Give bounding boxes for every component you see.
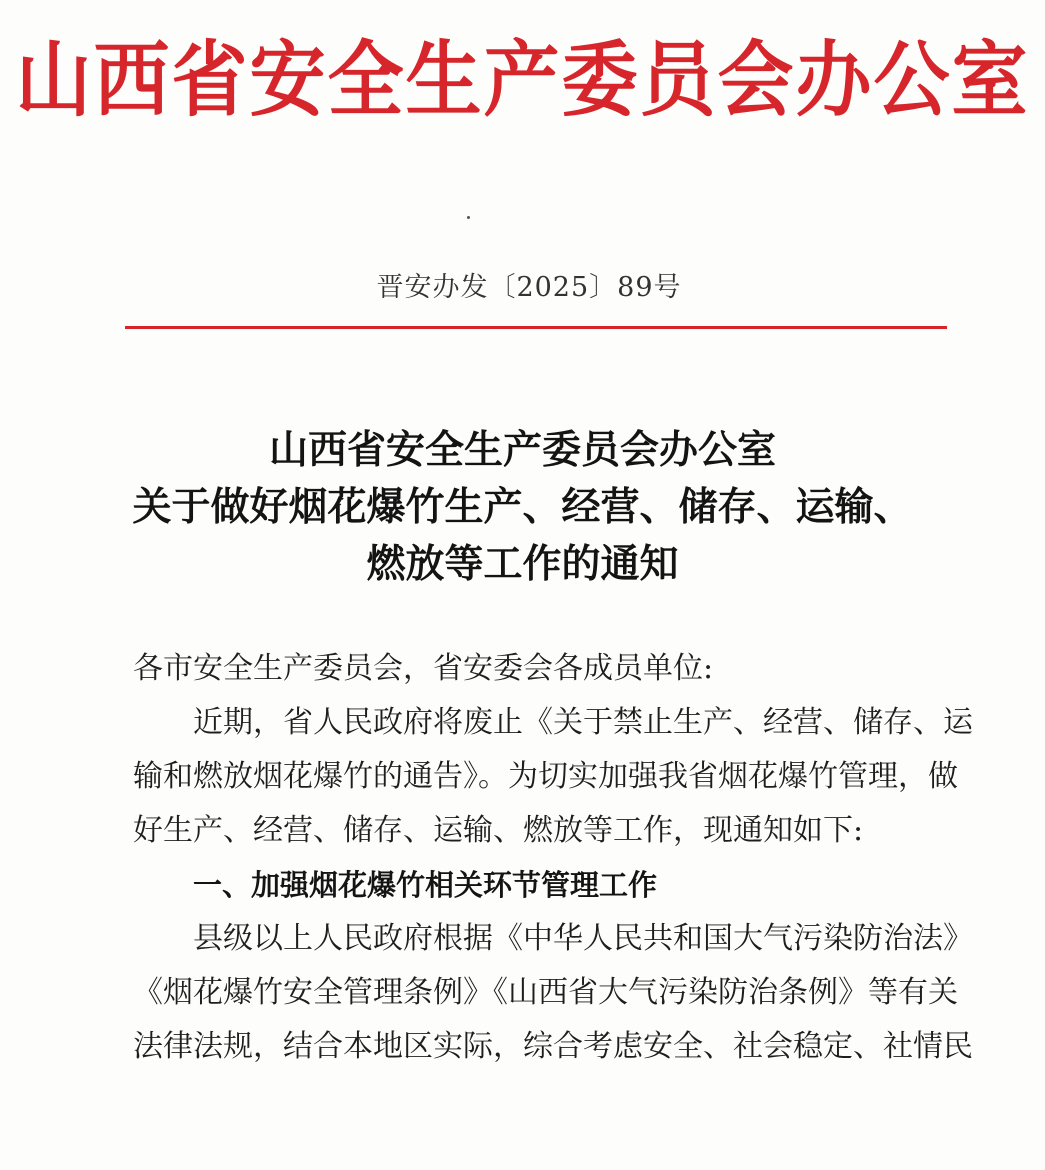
title-line: 关于做好烟花爆竹生产、经营、储存、运输、 xyxy=(132,484,913,530)
body-line: 输和燃放烟花爆竹的通告》。为切实加强我省烟花爆竹管理，做 xyxy=(133,759,958,794)
salutation: 各市安全生产委员会，省安委会各成员单位: xyxy=(133,651,714,686)
section-heading: 一、加强烟花爆竹相关环节管理工作 xyxy=(193,868,658,902)
decorative-dot xyxy=(467,216,470,219)
body-line: 县级以上人民政府根据《中华人民共和国大气污染防治法》 xyxy=(193,921,973,956)
document-body xyxy=(133,642,973,1074)
issuer-header: 山西省安全生产委员会办公室 xyxy=(15,31,1030,128)
title-line: 燃放等工作的通知 xyxy=(366,541,679,587)
body-line: 好生产、经营、储存、运输、燃放等工作，现通知如下: xyxy=(133,813,864,848)
document-title xyxy=(0,422,1045,593)
title-line: 山西省安全生产委员会办公室 xyxy=(268,427,776,473)
body-line: 近期，省人民政府将废止《关于禁止生产、经营、储存、运 xyxy=(193,705,973,740)
document-number: 晋安办发〔2025〕89号 xyxy=(376,272,682,303)
body-line: 《烟花爆竹安全管理条例》《山西省大气污染防治条例》等有关 xyxy=(133,975,958,1010)
red-divider-line xyxy=(125,326,947,329)
body-line: 法律法规，结合本地区实际，综合考虑安全、社会稳定、社情民 xyxy=(133,1029,973,1064)
